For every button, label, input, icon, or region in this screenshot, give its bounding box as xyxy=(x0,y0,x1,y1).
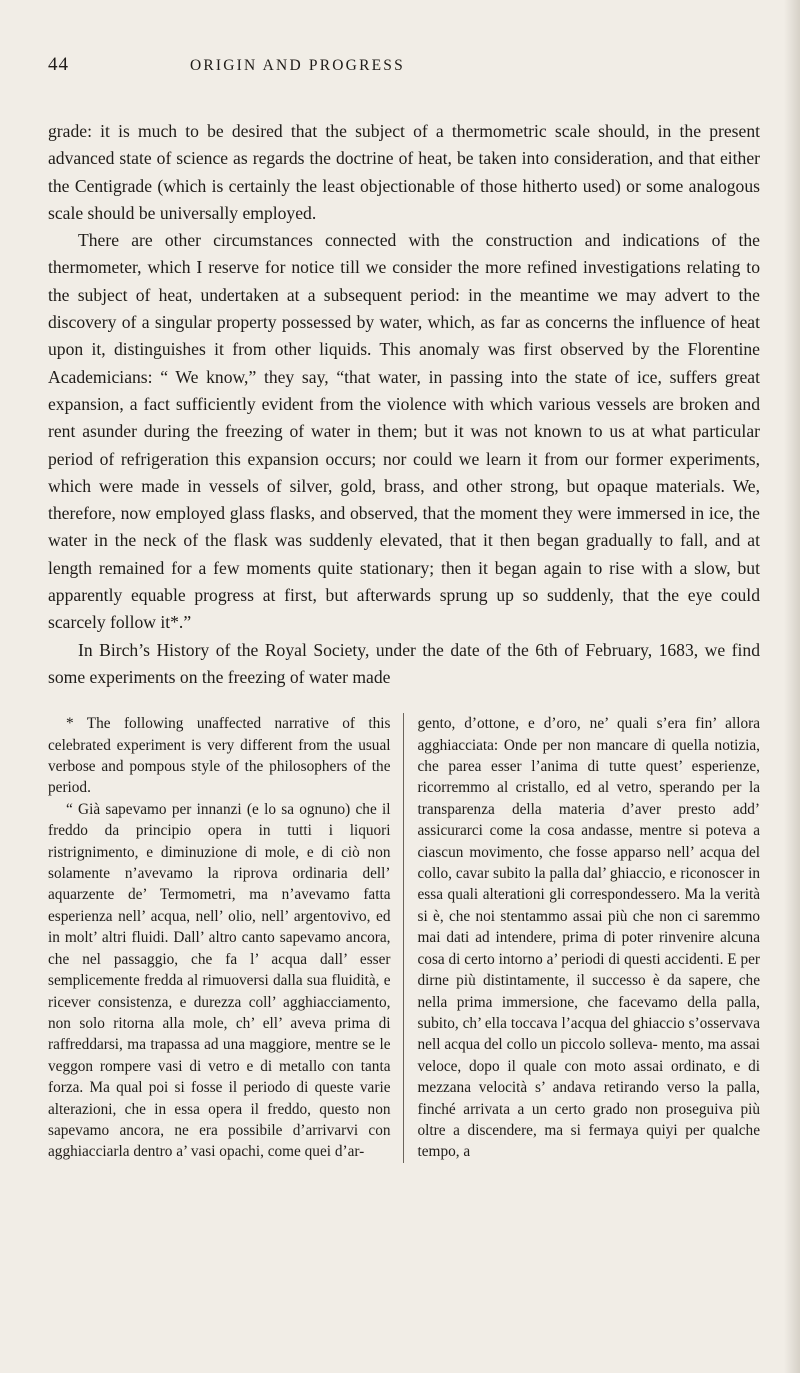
footnote-column-right xyxy=(418,713,761,1163)
footnotes xyxy=(48,713,760,1163)
page-edge-shadow xyxy=(784,0,800,1373)
page-header xyxy=(48,54,760,92)
main-text xyxy=(48,118,760,691)
footnote-paragraph: gento, d’ottone, e d’oro, ne’ quali s’era fin’ allora agghiacciata: Onde per non mancare di quella notizia, che parea esser l’anima di tutte quest’ esperienze, ricorremmo al cristallo, ed al vetro, sperando per la transparenza della materia d’aver presto add’ assicurarci come la cosa andasse, mentre si poteva a ciascun movimento, che fosse apparso nell’ acqua del collo, cavar subito la palla dal’ ghiaccio, e riconoscer in essa quali alterationi gli correspondessero. Ma la verità si è, che noi stentammo assai più che non ci saremmo mai dati ad intendere, prima di poter rinvenire alcuna cosa di certo intorno a’ periodi di questi accidenti. E per dirne più distintamente, il successo è da sapere, che nella prima immersione, che facevamo della palla, subito, ch’ ella toccava l’acqua del ghiaccio s’osservava nell acqua del collo un piccolo solleva- mento, ma assai veloce, dopo il quale con moto assai ordinato, e di mezzana velocità s’ andava retirando verso la palla, finché arrivata a un certo grado non proseguiva più oltre a discendere, ma si fermaya quiyi per qualche tempo, a xyxy=(417,715,760,1161)
footnote-paragraph: “ Già sapevamo per innanzi (e lo sa ognuno) che il freddo da principio opera in tutti i liquori ristrignimento, e diminuzione di mole, e di ciò non solamente n’avevamo la riprova ordinaria dell’ aquarzente de’ Termometri, ma n’avevamo fatta esperienza nell’ acqua, nell’ olio, nell’ argentovivo, ed in molt’ altri fluidi. Dall’ altro canto sapevamo ancora, che nel passaggio, che fa l’ acqua dall’ esser semplicemente fredda al rimuoversi dalla sua fluidità, e ricever consistenza, e durezza coll’ agghiacciamento, non solo ritorna alla mole, ch’ ell’ aveva prima di raffreddarsi, ma trapassa ad una maggiore, mentre se le veggon rompere vasi di vetro e di metallo con tanta forza. Ma qual poi si fosse il periodo di queste varie alterazioni, che in essa opera il freddo, questo non sapevamo ancora, ne era possibile d’arrivarvi con agghiacciarla dentro a’ vasi opachi, come quei d’ar- xyxy=(48,800,391,1161)
paragraph: In Birch’s History of the Royal Society, under the date of the 6th of February, 1683, we find some experiments on the freezing of water made xyxy=(48,639,760,687)
paragraph: grade: it is much to be desired that the subject of a thermometric scale should, in the present advanced state of science as regards the doctrine of heat, be taken into consideration, and that either the Centigrade (which is certainly the least objectionable of those hitherto used) or some analogous scale should be universally employed. xyxy=(48,121,760,223)
footnote-column-left xyxy=(48,713,404,1163)
page-number: 44 xyxy=(48,54,69,75)
running-head: ORIGIN AND PROGRESS xyxy=(190,57,405,74)
paragraph: There are other circumstances connected with the construction and indications of the thermometer, which I reserve for notice till we consider the more refined investigations relating to the subject of heat, undertaken at a subsequent period: in the meantime we may advert to the discovery of a singular property possessed by water, which, as far as concerns the influence of heat upon it, distinguishes it from other liquids. This anomaly was first observed by the Florentine Academicians: “ We know,” they say, “that water, in passing into the state of ice, suffers great expansion, a fact sufficiently evident from the violence with which various vessels are broken and rent asunder during the freezing of water in them; but it was not known to us at what particular period of refrigeration this expansion occurs; nor could we learn it from our former experiments, which were made in vessels of silver, gold, brass, and other strong, but opaque materials. We, therefore, now employed glass flasks, and observed, that the moment they were immersed in ice, the water in the neck of the flask was suddenly elevated, that it then began gradually to fall, and at length remained for a few moments quite stationary; then it began again to rise with a slow, but apparently equable progress at first, but afterwards sprung up so suddenly, that the eye could scarcely follow it*.” xyxy=(48,230,760,633)
footnote-paragraph: * The following unaffected narrative of this celebrated experiment is very different from the usual verbose and pompous style of the philosophers of the period. xyxy=(48,715,391,797)
